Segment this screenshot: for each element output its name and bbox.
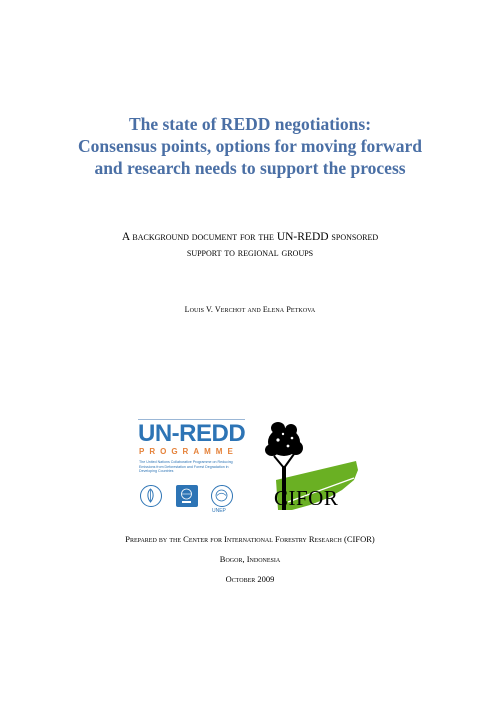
- unredd-programme-label: PROGRAMME: [139, 447, 238, 456]
- document-subtitle: [0, 229, 500, 261]
- unredd-description: The United Nations Collaborative Programme on Reducing Emissions from Deforestation and Forest Degradation in Developing Countries: [139, 460, 233, 474]
- subtitle-line-1: A background document for the UN-REDD sponsored: [121, 231, 379, 243]
- document-title: [0, 113, 500, 179]
- unredd-logo: [138, 418, 248, 514]
- cifor-logo-name: CIFOR: [274, 486, 339, 510]
- prepared-by: Prepared by the Center for International Forestry Research (CIFOR): [125, 534, 375, 544]
- unep-emblem-icon: [211, 485, 233, 507]
- publication-date: October 2009: [225, 574, 275, 584]
- cifor-logo: [258, 418, 362, 518]
- title-line-1: The state of REDD negotiations:: [128, 114, 372, 134]
- undp-emblem-icon: [176, 485, 198, 507]
- subtitle-line-2: support to regional groups: [186, 247, 314, 259]
- unep-label: UNEP: [212, 508, 226, 514]
- publication-place: Bogor, Indonesia: [219, 554, 281, 564]
- fao-emblem-icon: [140, 485, 162, 507]
- publication-info: [0, 529, 500, 589]
- unredd-logo-name: UN-REDD: [138, 420, 246, 447]
- authors: Louis V. Verchot and Elena Petkova: [184, 305, 316, 314]
- title-line-2: Consensus points, options for moving forward: [78, 136, 422, 156]
- title-line-3: and research needs to support the process: [94, 158, 406, 178]
